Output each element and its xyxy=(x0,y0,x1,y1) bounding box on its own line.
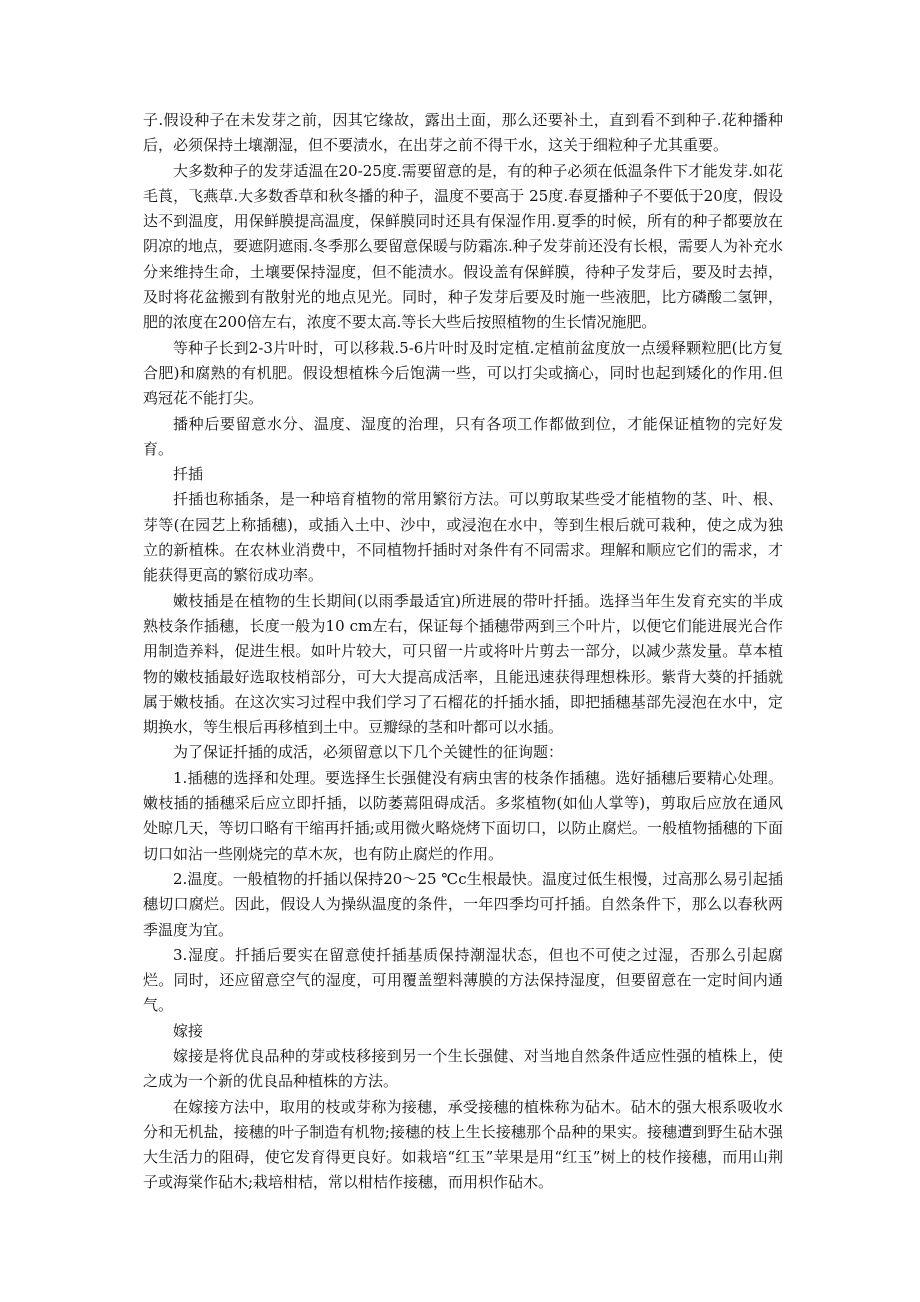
paragraph-issue-2-temperature: 2.温度。一般植物的扦插以保持20～25 ℃c生根最快。温度过低生根慢，过高那么易引起插穗切口腐烂。因此，假设人为操纵温度的条件，一年四季均可扦插。自然条件下，那么以春秋两季温度为宜。 xyxy=(143,869,783,939)
paragraph-scion-rootstock: 在嫁接方法中，取用的枝或芽称为接穗，承受接穗的植株称为砧木。砧木的强大根系吸收水分和无机盐，接穗的叶子制造有机物;接穗的枝上生长接穗那个品种的果实。接穗遭到野生砧木强大生活力的阻碍，使它发育得更良好。如栽培“红玉”苹果是用“红玉”树上的枝作接穗，而用山荆子或海棠作砧木;栽培柑桔，常以柑桔作接穗，而用枳作砧木。 xyxy=(143,1097,783,1192)
paragraph-softwood-cutting: 嫩枝插是在植物的生长期间(以雨季最适宜)所进展的带叶扦插。选择当年生发育充实的半成熟枝条作插穗，长度一般为10 cm左右，保证每个插穗带两到三个叶片，以便它们能进展光合作用制造养料，促进生根。如叶片较大，可只留一片或将叶片剪去一部分，以减少蒸发量。草本植物的嫩枝插最好选取枝梢部分，可大大提高成活率，且能迅速获得理想株形。紫背大葵的扦插就属于嫩枝插。在这次实习过程中我们学习了石榴花的扦插水插，即把插穗基部先浸泡在水中，定期换水，等生根后再移植到土中。豆瓣绿的茎和叶都可以水插。 xyxy=(143,591,783,737)
paragraph-issue-1-cutting-selection: 1.插穗的选择和处理。要选择生长强健没有病虫害的枝条作插穗。选好插穗后要精心处理。嫩枝插的插穗采后应立即扦插，以防萎蔫阻碍成活。多浆植物(如仙人掌等)，剪取后应放在通风处晾几天，等切口略有干缩再扦插;或用微火略烧烤下面切口，以防止腐烂。一般植物插穗的下面切口如沾一些刚烧完的草木灰，也有防止腐烂的作用。 xyxy=(143,768,783,863)
paragraph-key-issues: 为了保证扦插的成活，必须留意以下几个关键性的征询题： xyxy=(173,743,564,762)
paragraph-cutting-intro: 扦插也称插条，是一种培育植物的常用繁衍方法。可以剪取某些受才能植物的茎、叶、根、芽等(在园艺上称插穗)，或插入土中、沙中，或浸泡在水中，等到生根后就可栽种，使之成为独立的新植株。在农林业消费中，不同植物扦插时对条件有不同需求。理解和顺应它们的需求，才能获得更高的繁衍成功率。 xyxy=(143,490,783,585)
paragraph-germination-temperature: 大多数种子的发芽适温在20-25度.需要留意的是，有的种子必须在低温条件下才能发芽.如花毛莨，飞燕草.大多数香草和秋冬播的种子，温度不要高于 25度.春夏播种子不要低于20度，假设达不到温度，用保鲜膜提高温度，保鲜膜同时还具有保湿作用.夏季的时候，所有的种子都要放在阴凉的地点，要遮阴遮雨.冬季那么要留意保暖与防霜冻.种子发芽前还没有长根，需要人为补充水分来维持生命，土壤要保持湿度，但不能渍水。假设盖有保鲜膜，待种子发芽后，要及时去掉，及时将花盆搬到有散射光的地点见光。同时，种子发芽后要及时施一些液肥，比方磷酸二氢钾，肥的浓度在200倍左右，浓度不要太高.等长大些后按照植物的生长情况施肥。 xyxy=(143,161,783,332)
paragraph-transplanting: 等种子长到2-3片叶时，可以移栽.5-6片叶时及时定植.定植前盆度放一点缓释颗粒肥(比方复合肥)和腐熟的有机肥。假设想植株今后饱满一些，可以打尖或摘心，同时也起到矮化的作用.但鸡冠花不能打尖。 xyxy=(143,338,783,408)
paragraph-issue-3-humidity: 3.湿度。扦插后要实在留意使扦插基质保持潮湿状态，但也不可使之过湿，否那么引起腐烂。同时，还应留意空气的湿度，可用覆盖塑料薄膜的方法保持湿度，但要留意在一定时间内通气。 xyxy=(143,945,783,1015)
paragraph-sowing-management: 播种后要留意水分、温度、湿度的治理，只有各项工作都做到位，才能保证植物的完好发育。 xyxy=(143,414,783,458)
section-heading-grafting: 嫁接 xyxy=(173,1021,204,1040)
paragraph-grafting-definition: 嫁接是将优良品种的芽或枝移接到另一个生长强健、对当地自然条件适应性强的植株上，使之成为一个新的优良品种植株的方法。 xyxy=(143,1046,783,1091)
paragraph-continuation: 子.假设种子在未发芽之前，因其它缘故，露出土面，那么还要补土，直到看不到种子.花种播种后，必须保持土壤潮湿，但不要渍水，在出芽之前不得干水，这关于细粒种子尤其重要。 xyxy=(143,111,783,155)
section-heading-cutting: 扦插 xyxy=(173,465,204,484)
document-body xyxy=(143,108,783,1196)
